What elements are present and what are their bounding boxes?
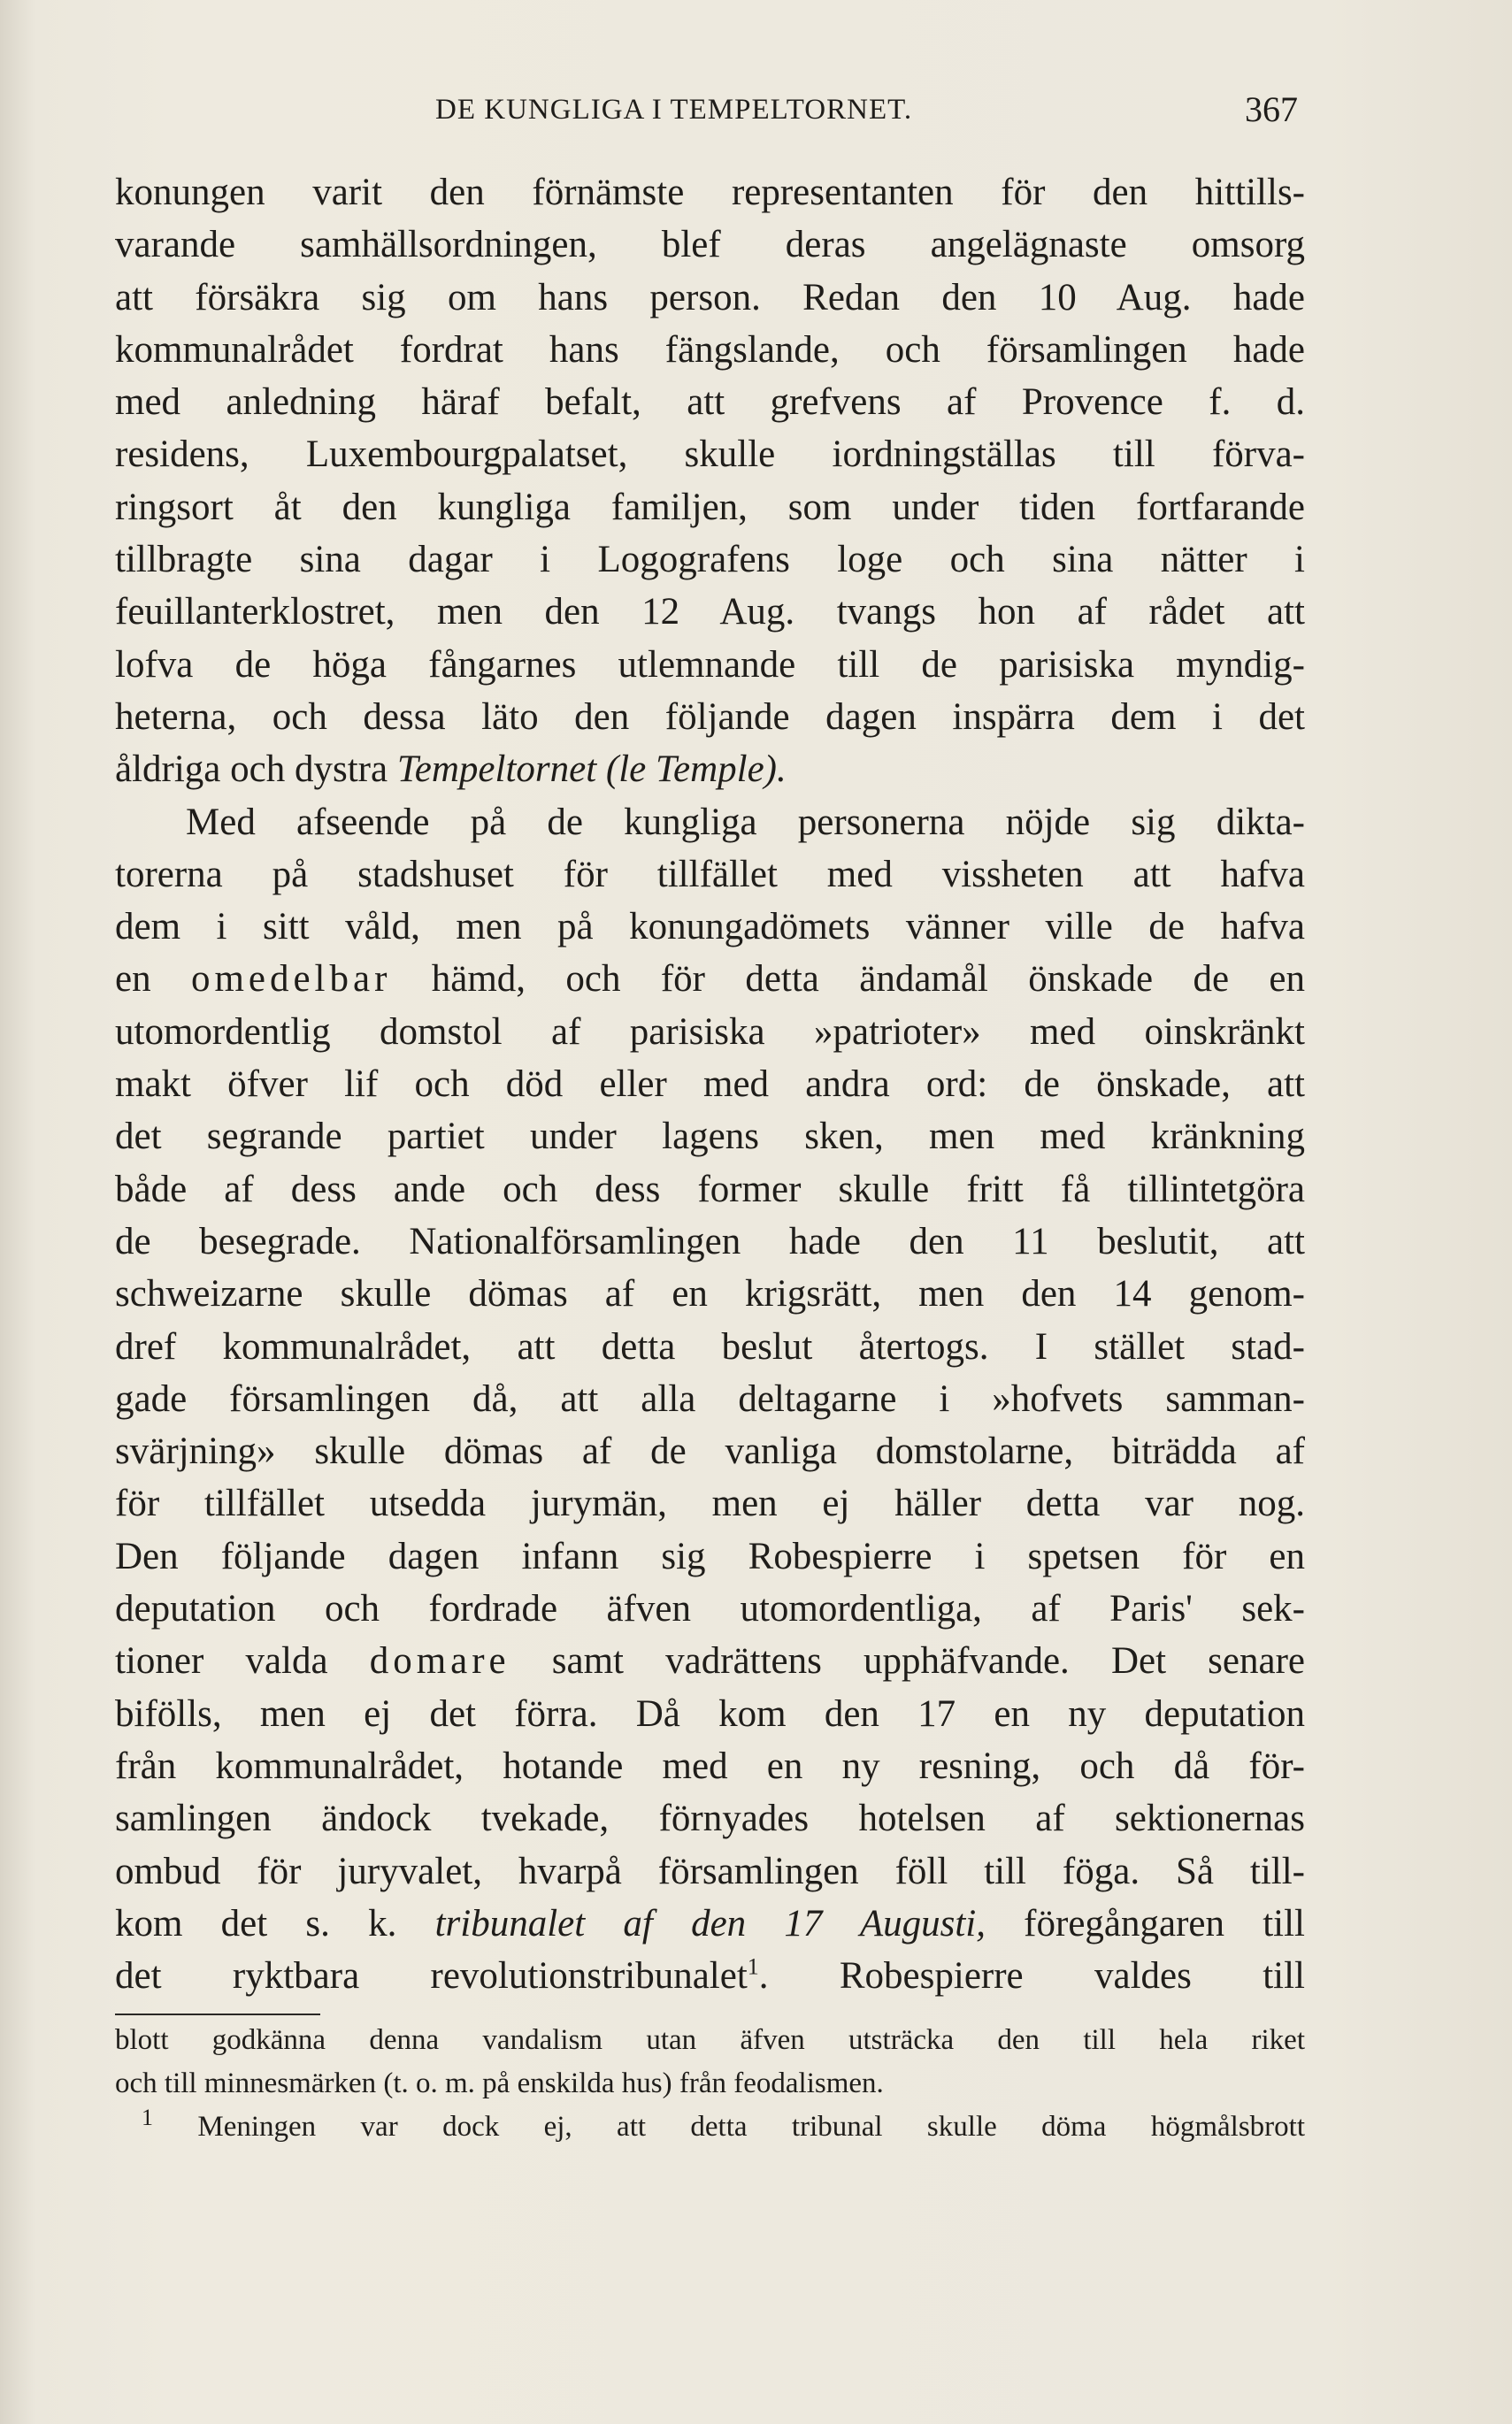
text-line: torerna på stadshuset för tillfället med vissheten att hafva bbox=[115, 853, 1305, 895]
text-span: samt vadrättens upphäfvande. Det senare bbox=[510, 1640, 1305, 1683]
text-line: både af dess ande och dess former skulle fritt få tillintetgöra bbox=[115, 1168, 1305, 1210]
footnote-line: och till minnesmärken (t. o. m. på enskilda hus) från feodalismen. bbox=[115, 2067, 884, 2099]
text-line: varande samhällsordningen, blef deras angelägnaste omsorg bbox=[115, 224, 1305, 266]
footnote-reference: 1 bbox=[747, 1953, 759, 1980]
text-line: svärjning» skulle dömas af de vanliga domstolarne, biträdda af bbox=[115, 1431, 1305, 1473]
text-span: åldriga och dystra bbox=[115, 748, 397, 791]
text-line: feuillanterklostret, men den 12 Aug. tvangs hon af rådet att bbox=[115, 591, 1305, 633]
text-line: samlingen ändock tvekade, förnyades hotelsen af sektionernas bbox=[115, 1798, 1305, 1840]
text-line bbox=[115, 1950, 1305, 2002]
text-line bbox=[115, 1898, 1305, 1950]
footnote-marker: 1 bbox=[142, 2105, 153, 2130]
text-span: . Robespierre valdes till bbox=[758, 1955, 1305, 1998]
text-line: dref kommunalrådet, att detta beslut återtogs. I stället stad- bbox=[115, 1325, 1305, 1368]
text-span: tioner valda bbox=[115, 1640, 370, 1683]
body-text bbox=[115, 166, 1305, 2002]
text-line: Den följande dagen infann sig Robespierre i spetsen för en bbox=[115, 1535, 1305, 1577]
text-line: makt öfver lif och död eller med andra ord: de önskade, att bbox=[115, 1063, 1305, 1106]
text-line: ringsort åt den kungliga familjen, som under tiden fortfarande bbox=[115, 486, 1305, 528]
footnote-line: blott godkänna denna vandalism utan äfven utsträcka den till hela riket bbox=[115, 2024, 1305, 2056]
running-head: DE KUNGLIGA I TEMPELTORNET. bbox=[435, 94, 913, 126]
text-line: utomordentlig domstol af parisiska »patrioter» med oinskränkt bbox=[115, 1010, 1305, 1053]
paragraph-start-line: Med afseende på de kungliga personerna nöjde sig dikta- bbox=[186, 801, 1305, 843]
text-line bbox=[115, 1635, 1305, 1687]
text-line: för tillfället utsedda jurymän, men ej häller detta var nog. bbox=[115, 1483, 1305, 1525]
footnote-line bbox=[115, 2106, 1305, 2149]
text-line: dem i sitt våld, men på konungadömets vänner ville de hafva bbox=[115, 906, 1305, 948]
text-line bbox=[115, 953, 1305, 1005]
text-line: konungen varit den förnämste representanten för den hittills- bbox=[115, 172, 1305, 213]
text-line: gade församlingen då, att alla deltagarne i »hofvets samman- bbox=[115, 1377, 1305, 1420]
text-line: lofva de höga fångarnes utlemnande till de parisiska myndig- bbox=[115, 643, 1305, 686]
page-number: 367 bbox=[1245, 89, 1298, 129]
text-line: de besegrade. Nationalförsamlingen hade den 11 beslutit, att bbox=[115, 1220, 1305, 1262]
footnotes bbox=[115, 2019, 1305, 2149]
text-span: föregångaren till bbox=[985, 1902, 1305, 1945]
text-line: från kommunalrådet, hotande med en ny resning, och då för- bbox=[115, 1745, 1305, 1787]
text-line: heterna, och dessa läto den följande dagen inspärra dem i det bbox=[115, 695, 1305, 738]
text-line: med anledning häraf befalt, att grefvens af Provence f. d. bbox=[115, 381, 1305, 424]
text-line: ombud för juryvalet, hvarpå församlingen föll till föga. Så till- bbox=[115, 1850, 1305, 1892]
text-line: schweizarne skulle dömas af en krigsrätt, men den 14 genom- bbox=[115, 1273, 1305, 1316]
text-line: det segrande partiet under lagens sken, men med kränkning bbox=[115, 1116, 1305, 1158]
text-line: residens, Luxembourgpalatset, skulle iordningställas till förva- bbox=[115, 433, 1305, 476]
text-line: deputation och fordrade äfven utomordentliga, af Paris' sek- bbox=[115, 1588, 1305, 1630]
page-header bbox=[115, 88, 1305, 142]
footnote-text: Meningen var dock ej, att detta tribunal skulle döma högmålsbrott bbox=[153, 2111, 1305, 2143]
spaced-emphasis: omedelbar bbox=[190, 958, 392, 1001]
text-span: det ryktbara revolutionstribunalet bbox=[115, 1955, 748, 1998]
italic-term: tribunalet af den 17 Augusti, bbox=[434, 1902, 986, 1945]
text-line: tillbragte sina dagar i Logografens loge och sina nätter i bbox=[115, 539, 1305, 581]
text-span: kom det s. k. bbox=[115, 1902, 435, 1945]
text-line bbox=[115, 743, 1305, 795]
italic-title: Tempeltornet (le Temple). bbox=[396, 748, 787, 791]
footnote-rule bbox=[115, 2014, 320, 2015]
text-line: kommunalrådet fordrat hans fängslande, och församlingen hade bbox=[115, 328, 1305, 371]
text-span: hämd, och för detta ändamål önskade de en bbox=[391, 958, 1305, 1001]
spaced-emphasis: domare bbox=[369, 1640, 510, 1683]
text-line: bifölls, men ej det förra. Då kom den 17 en ny deputation bbox=[115, 1692, 1305, 1735]
text-span: en bbox=[115, 958, 191, 1001]
text-line: att försäkra sig om hans person. Redan den 10 Aug. hade bbox=[115, 276, 1305, 318]
